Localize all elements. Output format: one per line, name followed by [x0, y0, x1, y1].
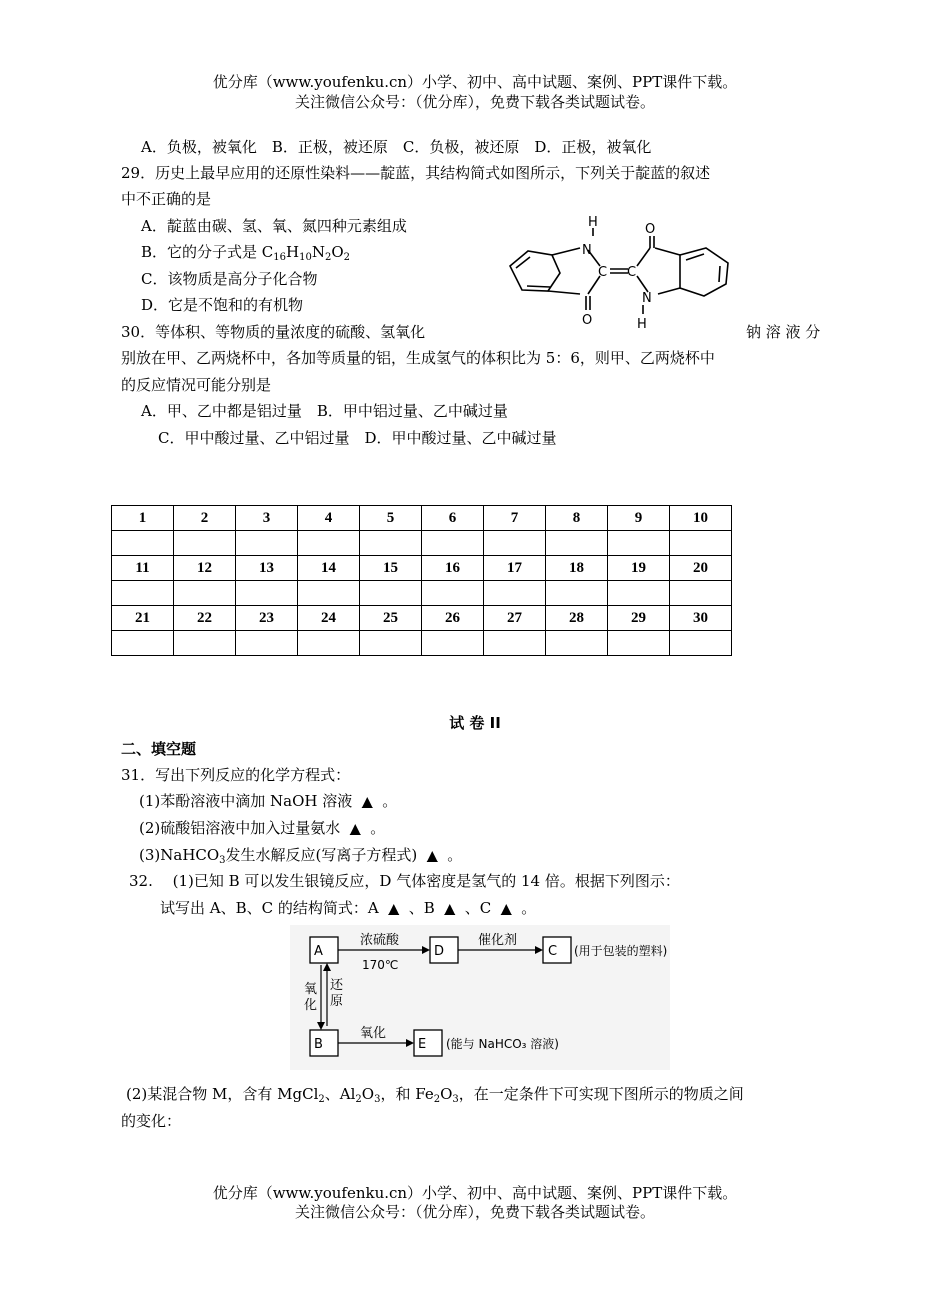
q32-part2-line1: (2)某混合物 M，含有 MgCl$_2$、$Al_2O_3$，和 $Fe_2O_3$，在一定条件下可实现下图所示的物质之间 — [126, 1085, 744, 1105]
grid-number: 18 — [546, 556, 608, 581]
arrow-ad-reagent: 浓硫酸 — [360, 933, 400, 948]
right-arrow-label-1: 还 — [330, 978, 344, 993]
q29-option-b: B．它的分子式是 $C_{16}H_{10}N_2O_2$ — [141, 243, 351, 263]
q28-options: A．负极，被氧化 B．正极，被还原 C．负极，被还原 D．正极，被氧化 — [141, 138, 652, 156]
page-header-line1: 优分库（www.youfenku.cn）小学、初中、高中试题、案例、PPT课件下载。 — [212, 73, 738, 91]
q30-stem-line1-right: 钠 溶 液 分 — [746, 323, 821, 341]
answer-cell[interactable] — [422, 581, 484, 606]
grid-number: 24 — [298, 606, 360, 631]
label-a: A — [314, 944, 323, 959]
page-header-line2: 关注微信公众号：（优分库），免费下载各类试题试卷。 — [294, 93, 655, 111]
answer-cell[interactable] — [174, 581, 236, 606]
grid-number: 2 — [174, 506, 236, 531]
atom-h-top: H — [588, 215, 598, 230]
grid-number: 8 — [546, 506, 608, 531]
grid-number: 27 — [484, 606, 546, 631]
q29-option-a: A．靛蓝由碳、氢、氧、氮四种元素组成 — [141, 217, 407, 235]
answer-cell[interactable] — [670, 631, 732, 656]
q31-part2: (2)硫酸铝溶液中加入过量氨水 ▲ 。 — [139, 815, 385, 842]
part2-title: 试 卷 II — [449, 714, 501, 732]
answer-grid-blank-row-1 — [112, 531, 732, 556]
grid-number: 22 — [174, 606, 236, 631]
q29-stem-line1: 29．历史上最早应用的还原性染料——靛蓝，其结构简式如图所示，下列关于靛蓝的叙述 — [121, 164, 711, 182]
answer-blank[interactable]: ▲ — [444, 901, 456, 917]
label-e: E — [418, 1037, 427, 1052]
answer-blank[interactable]: ▲ — [500, 901, 512, 917]
answer-cell[interactable] — [422, 631, 484, 656]
q30-stem-line3: 的反应情况可能分别是 — [121, 376, 272, 394]
grid-number: 29 — [608, 606, 670, 631]
answer-grid-header-row-1 — [112, 506, 732, 531]
answer-cell[interactable] — [112, 581, 174, 606]
answer-cell[interactable] — [422, 531, 484, 556]
answer-cell[interactable] — [546, 581, 608, 606]
answer-cell[interactable] — [546, 631, 608, 656]
answer-cell[interactable] — [670, 581, 732, 606]
answer-cell[interactable] — [174, 631, 236, 656]
grid-number: 7 — [484, 506, 546, 531]
q29-stem-line2: 中不正确的是 — [121, 190, 212, 208]
answer-blank[interactable]: ▲ — [426, 848, 438, 864]
answer-cell[interactable] — [360, 581, 422, 606]
q31-part1: (1)苯酚溶液中滴加 NaOH 溶液 ▲ 。 — [139, 788, 397, 815]
grid-number: 25 — [360, 606, 422, 631]
grid-number: 1 — [112, 506, 174, 531]
q30-stem-line2: 别放在甲、乙两烧杯中，各加等质量的铝，生成氢气的体积比为 5：6，则甲、乙两烧杯中 — [121, 349, 715, 367]
q31-stem: 31．写出下列反应的化学方程式： — [121, 766, 351, 784]
atom-o-bottom: O — [582, 313, 593, 328]
grid-number: 23 — [236, 606, 298, 631]
answer-cell[interactable] — [298, 531, 360, 556]
atom-c-right: C — [627, 265, 637, 280]
left-arrow-label-1: 氧 — [304, 982, 318, 997]
answer-cell[interactable] — [236, 581, 298, 606]
q29-option-d: D．它是不饱和的有机物 — [141, 296, 304, 314]
grid-number: 19 — [608, 556, 670, 581]
answer-grid-blank-row-3 — [112, 631, 732, 656]
answer-grid-header-row-2 — [112, 556, 732, 581]
answer-cell[interactable] — [484, 631, 546, 656]
grid-number: 15 — [360, 556, 422, 581]
answer-cell[interactable] — [298, 631, 360, 656]
atom-n-top: N — [582, 243, 592, 258]
answer-cell[interactable] — [484, 531, 546, 556]
grid-number: 9 — [608, 506, 670, 531]
left-arrow-label-2: 化 — [304, 998, 318, 1013]
grid-number: 13 — [236, 556, 298, 581]
grid-number: 3 — [236, 506, 298, 531]
grid-number: 21 — [112, 606, 174, 631]
answer-blank[interactable]: ▲ — [361, 794, 373, 810]
page-footer-line2: 关注微信公众号：（优分库），免费下载各类试题试卷。 — [294, 1203, 655, 1221]
q29-option-c: C．该物质是高分子化合物 — [141, 270, 318, 288]
grid-number: 5 — [360, 506, 422, 531]
q30-options-cd: C．甲中酸过量、乙中铝过量 D．甲中酸过量、乙中碱过量 — [158, 429, 557, 447]
atom-o-top: O — [645, 222, 656, 237]
answer-cell[interactable] — [484, 581, 546, 606]
answer-cell[interactable] — [112, 531, 174, 556]
label-b: B — [314, 1037, 323, 1052]
q31-part3: (3)NaHCO$_3$发生水解反应(写离子方程式) ▲ 。 — [139, 842, 462, 874]
note-e: (能与 NaHCO₃ 溶液) — [446, 1037, 559, 1051]
label-d: D — [434, 944, 445, 959]
answer-blank[interactable]: ▲ — [349, 821, 361, 837]
answer-cell[interactable] — [174, 531, 236, 556]
grid-number: 16 — [422, 556, 484, 581]
arrow-be-label: 氧化 — [360, 1026, 387, 1041]
grid-number: 17 — [484, 556, 546, 581]
grid-number: 20 — [670, 556, 732, 581]
answer-blank[interactable]: ▲ — [388, 901, 400, 917]
arrow-ad-temperature: 170℃ — [362, 958, 399, 972]
arrow-dc-catalyst: 催化剂 — [478, 933, 518, 948]
grid-number: 30 — [670, 606, 732, 631]
atom-h-bottom: H — [637, 317, 647, 332]
answer-cell[interactable] — [298, 581, 360, 606]
indigo-structure-diagram — [500, 208, 740, 338]
grid-number: 28 — [546, 606, 608, 631]
grid-number: 11 — [112, 556, 174, 581]
grid-number: 26 — [422, 606, 484, 631]
grid-number: 10 — [670, 506, 732, 531]
answer-cell[interactable] — [360, 631, 422, 656]
answer-cell[interactable] — [236, 531, 298, 556]
answer-grid-blank-row-2 — [112, 581, 732, 606]
atom-n-bottom: N — [642, 291, 652, 306]
section-heading-fill-in: 二、填空题 — [121, 740, 197, 758]
page-footer-line1: 优分库（www.youfenku.cn）小学、初中、高中试题、案例、PPT课件下载。 — [212, 1184, 738, 1202]
note-c: (用于包装的塑料) — [574, 944, 668, 958]
answer-cell[interactable] — [608, 531, 670, 556]
q32-stem: 32. (1)已知 B 可以发生银镜反应，D 气体密度是氢气的 14 倍。根据下列图示： — [129, 872, 680, 890]
label-c: C — [548, 944, 558, 959]
grid-number: 4 — [298, 506, 360, 531]
answer-cell[interactable] — [112, 631, 174, 656]
grid-number: 12 — [174, 556, 236, 581]
grid-number: 14 — [298, 556, 360, 581]
answer-cell[interactable] — [546, 531, 608, 556]
atom-c-left: C — [598, 265, 608, 280]
answer-grid-header-row-3 — [112, 606, 732, 631]
grid-number: 6 — [422, 506, 484, 531]
right-arrow-label-2: 原 — [330, 994, 344, 1009]
answer-cell[interactable] — [236, 631, 298, 656]
answer-cell[interactable] — [608, 631, 670, 656]
answer-cell[interactable] — [360, 531, 422, 556]
answer-cell[interactable] — [670, 531, 732, 556]
answer-cell[interactable] — [608, 581, 670, 606]
q32-part2-line2: 的变化： — [121, 1112, 182, 1130]
reaction-flow-diagram — [290, 925, 670, 1070]
q30-stem-line1-left: 30．等体积、等物质的量浓度的硫酸、氢氧化 — [121, 323, 426, 341]
q30-options-ab: A．甲、乙中都是铝过量 B．甲中铝过量、乙中碱过量 — [141, 402, 508, 420]
answer-grid — [111, 505, 732, 656]
q32-structure-prompt: 试写出 A、B、C 的结构简式：A ▲ 、B ▲ 、C ▲ 。 — [160, 895, 536, 922]
